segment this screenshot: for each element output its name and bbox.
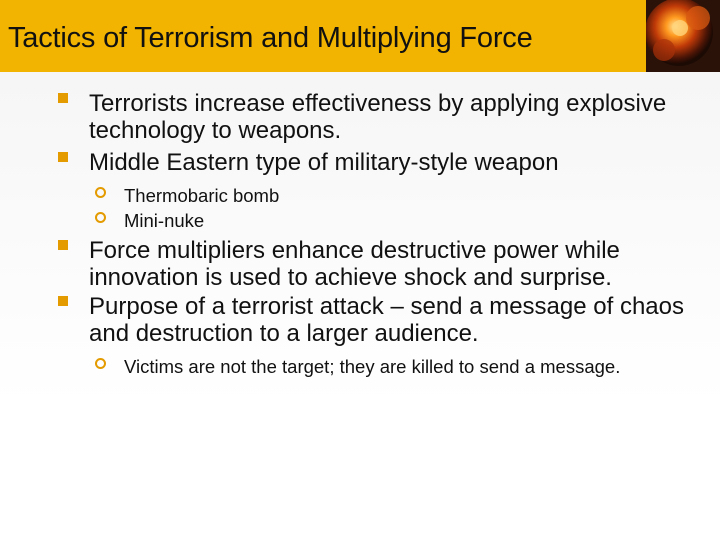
square-bullet-icon <box>58 93 68 103</box>
sub-bullet-text: Victims are not the target; they are killed to send a message. <box>124 356 621 377</box>
square-bullet-icon <box>58 240 68 250</box>
sub-bullet-text: Mini-nuke <box>124 210 205 231</box>
explosion-image <box>646 0 720 72</box>
bullet-text: Purpose of a terrorist attack – send a message of chaos and destruction to a larger audience. <box>89 293 684 347</box>
slide-content <box>0 90 720 378</box>
circle-bullet-icon <box>95 358 106 369</box>
slide-title: Tactics of Terrorism and Multiplying Force <box>8 22 533 54</box>
title-bar <box>0 0 720 72</box>
sub-bullet-text: Thermobaric bomb <box>124 185 280 206</box>
bullet-item <box>0 149 720 176</box>
square-bullet-icon <box>58 296 68 306</box>
bullet-text: Middle Eastern type of military-style weapon <box>89 149 559 176</box>
bullet-text: Terrorists increase effectiveness by applying explosive technology to weapons. <box>89 90 667 144</box>
sub-bullet-item <box>0 210 720 232</box>
bullet-text: Force multipliers enhance destructive power while innovation is used to achieve shock and surprise. <box>89 237 620 291</box>
bullet-item <box>0 293 720 347</box>
circle-bullet-icon <box>95 212 106 223</box>
circle-bullet-icon <box>95 187 106 198</box>
sub-bullet-item <box>0 356 720 378</box>
bullet-item <box>0 237 720 291</box>
bullet-item <box>0 90 720 144</box>
square-bullet-icon <box>58 152 68 162</box>
sub-bullet-item <box>0 185 720 207</box>
